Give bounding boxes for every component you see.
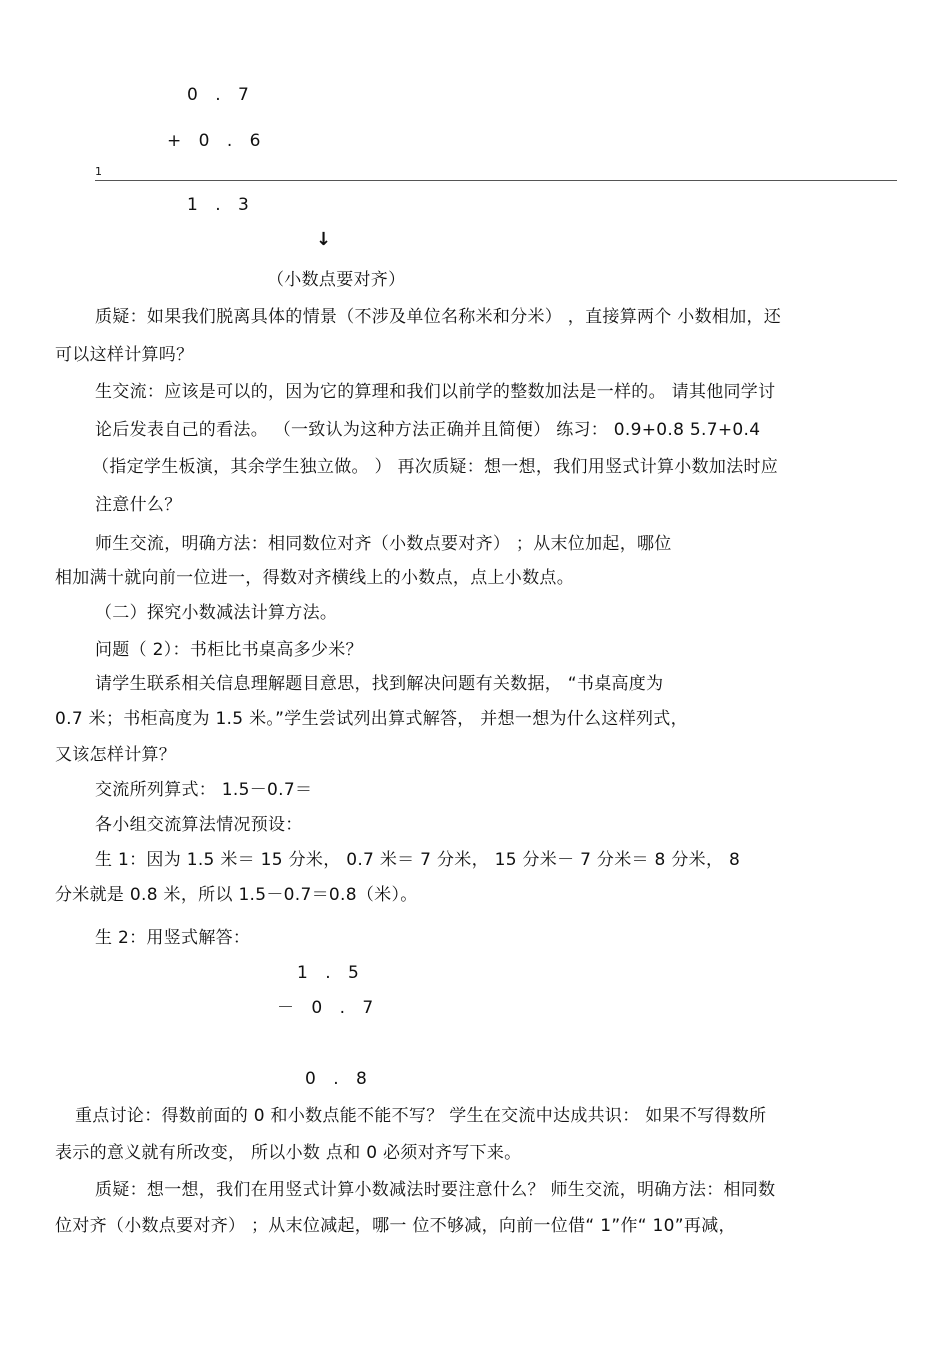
preset-line: 各小组交流算法情况预设：	[95, 815, 303, 835]
footnote-mark: 1	[95, 165, 102, 178]
add-calc-top: 0 . 7	[187, 85, 255, 105]
para4-line2: 0.7 米；书柜高度为 1.5 米。”学生尝试列出算式解答， 并想一想为什么这样列式，	[55, 709, 688, 729]
down-arrow-icon: ↓	[316, 229, 332, 250]
section2-heading: （二）探究小数减法计算方法。	[95, 603, 338, 623]
para1-line2: 可以这样计算吗？	[55, 345, 194, 365]
para4-line1: 请学生联系相关信息理解题目意思，找到解决问题有关数据， “书桌高度为	[95, 674, 664, 694]
para4-line3: 又该怎样计算？	[55, 745, 177, 765]
calc-rule-line	[95, 180, 897, 181]
para2-line3: （指定学生板演，其余学生独立做。 ） 再次质疑：想一想，我们用竖式计算小数加法时应	[92, 457, 779, 477]
para5-line2: 表示的意义就有所改变， 所以小数 点和 0 必须对齐写下来。	[55, 1143, 522, 1163]
student1-line1: 生 1：因为 1.5 米＝ 15 分米， 0.7 米＝ 7 分米， 15 分米－ 7 分米＝ 8 分米， 8	[95, 850, 741, 870]
para3-line2: 相加满十就向前一位进一，得数对齐横线上的小数点，点上小数点。	[55, 568, 574, 588]
question2: 问题（ 2）：书柜比书桌高多少米？	[95, 640, 363, 660]
sub-calc-result: 0 . 8	[305, 1069, 373, 1089]
para5-line1: 重点讨论：得数前面的 0 和小数点能不能不写？ 学生在交流中达成共识： 如果不写得数所	[75, 1106, 767, 1126]
student2-line: 生 2：用竖式解答：	[95, 928, 251, 948]
para6-line2: 位对齐（小数点要对齐） ；从末位减起，哪一 位不够减，向前一位借“ 1”作“ 10”再减，	[55, 1216, 736, 1236]
para6-line1: 质疑：想一想，我们在用竖式计算小数减法时要注意什么？ 师生交流，明确方法：相同数	[95, 1180, 776, 1200]
para2-line4: 注意什么？	[95, 495, 182, 515]
para2-line2: 论后发表自己的看法。 （一致认为这种方法正确并且简便） 练习： 0.9+0.8 5.7+0.4	[95, 420, 761, 440]
sub-calc-top: 1 . 5	[297, 963, 365, 983]
formula-line: 交流所列算式： 1.5－0.7＝	[95, 780, 313, 800]
sub-calc-second: － 0 . 7	[277, 998, 380, 1018]
decimal-align-note: （小数点要对齐）	[267, 270, 406, 290]
add-calc-result: 1 . 3	[187, 195, 255, 215]
add-calc-second: + 0 . 6	[167, 131, 267, 151]
para2-line1: 生交流：应该是可以的，因为它的算理和我们以前学的整数加法是一样的。 请其他同学讨	[95, 382, 776, 402]
para3-line1: 师生交流，明确方法：相同数位对齐（小数点要对齐） ；从末位加起，哪位	[95, 534, 672, 554]
student1-line2: 分米就是 0.8 米，所以 1.5－0.7＝0.8（米）。	[55, 885, 418, 905]
para1-line1: 质疑：如果我们脱离具体的情景（不涉及单位名称米和分米） ，直接算两个 小数相加，还	[95, 307, 782, 327]
